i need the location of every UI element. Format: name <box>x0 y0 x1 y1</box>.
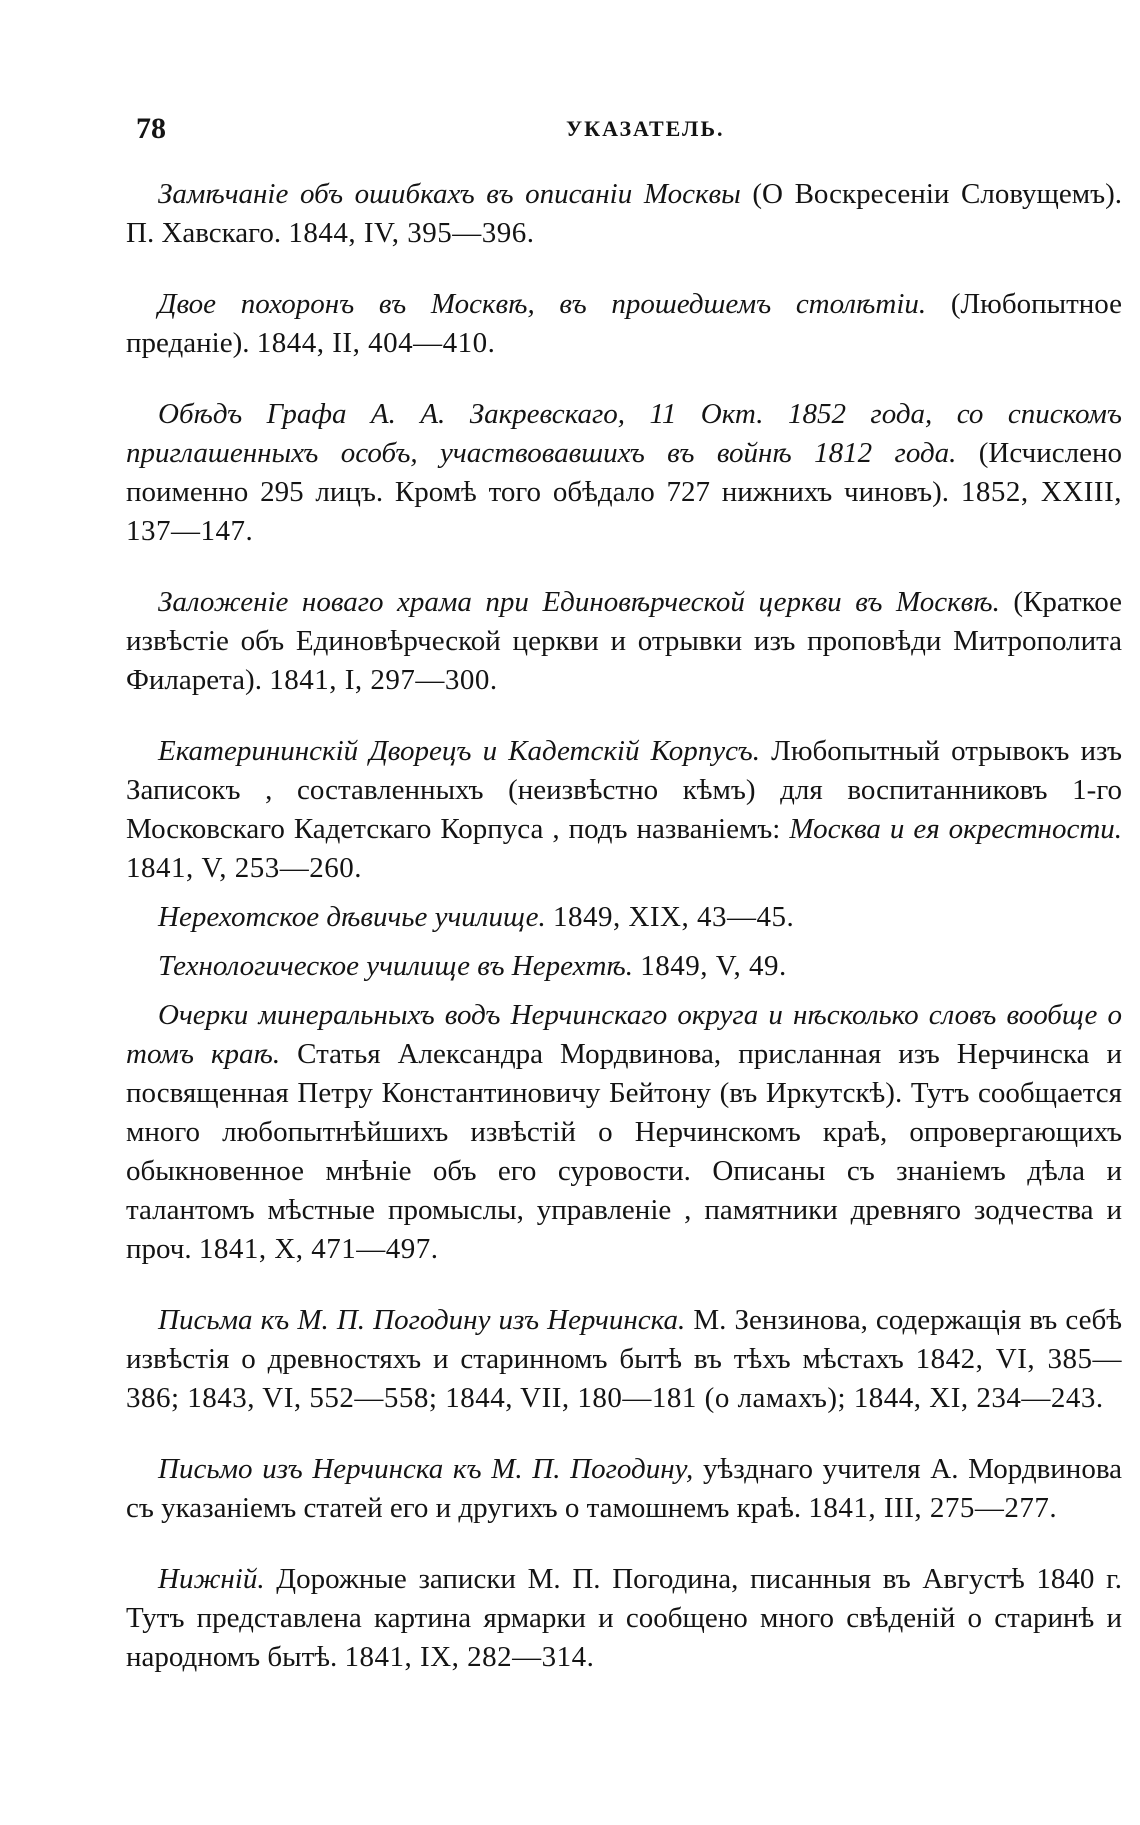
entry-text: М. Зензинова, содержащія въ себѣ извѣстія о древностяхъ и старинномъ бытѣ въ тѣхъ мѣстахъ <box>126 1304 1122 1375</box>
entry-reference: 1844, II, 404—410. <box>256 327 496 359</box>
entry-reference: 1841, X, 471—497. <box>198 1233 439 1265</box>
entry-reference: 1841, IX, 282—314. <box>344 1641 595 1673</box>
index-entry <box>126 1301 1122 1418</box>
entry-reference: 1849, V, 49. <box>640 950 787 982</box>
entry-text: (О Воскресеніи Словущемъ). П. Хавскаго. <box>126 178 1122 249</box>
entry-reference: 1842, VI, 385—386; 1843, VI, 552—558; 1844, VII, 180—181 (о ламахъ); 1844, XI, 234—243. <box>126 1343 1122 1414</box>
index-entries <box>126 175 1122 1709</box>
index-entry <box>126 583 1122 700</box>
entry-title: Очерки минеральныхъ водъ Нерчинскаго округа и нѣсколько словъ вообще о томъ краѣ. <box>126 999 1122 1070</box>
entry-title: Письмо изъ Нерчинска къ М. П. Погодину, <box>158 1453 694 1485</box>
entry-text: Дорожные записки М. П. Погодина, писанныя въ Августѣ 1840 г. Тутъ представлена картина ярмарки и сообщено много свѣденій о старинѣ и народномъ бытѣ. <box>126 1563 1122 1673</box>
page-header <box>136 112 1036 152</box>
entry-title: Нерехотское дѣвичье училище. <box>158 901 546 933</box>
index-entry <box>126 898 1122 937</box>
index-entry <box>126 395 1122 551</box>
entry-title: Заложеніе новаго храма при Единовѣрческой церкви въ Москвѣ. <box>158 586 1000 618</box>
entry-reference: 1841, I, 297—300. <box>269 664 498 696</box>
index-entry <box>126 732 1122 888</box>
entry-text: уѣзднаго учителя А. Мордвинова съ указаніемъ статей его и другихъ о тамошнемъ краѣ. <box>126 1453 1122 1524</box>
entry-text: Любопытный отрывокъ изъ Записокъ , составленныхъ (неизвѣстно кѣмъ) для воспитанниковъ 1-го Московскаго Кадетскаго Корпуса , подъ названіемъ: <box>126 735 1122 845</box>
entry-text: (Исчислено поименно 295 лицъ. Кромѣ того обѣдало 727 нижнихъ чиновъ). <box>126 437 1123 508</box>
index-entry <box>126 947 1122 986</box>
entry-text <box>546 901 553 933</box>
index-entry <box>126 996 1122 1269</box>
entry-reference: 1841, III, 275—277. <box>808 1492 1058 1524</box>
entry-title: Замѣчаніе объ ошибкахъ въ описаніи Москвы <box>158 178 741 210</box>
entry-title: Двое похоронъ въ Москвѣ, въ прошедшемъ столѣтіи. <box>158 288 927 320</box>
entry-title: Письма къ М. П. Погодину изъ Нерчинска. <box>158 1304 686 1336</box>
entry-title: Нижній. <box>158 1563 265 1595</box>
entry-reference: 1849, XIX, 43—45. <box>552 901 795 933</box>
index-entry <box>126 285 1122 363</box>
entry-title: Екатерининскій Дворецъ и Кадетскій Корпусъ. <box>158 735 760 767</box>
index-entry <box>126 1450 1122 1528</box>
running-head: УКАЗАТЕЛЬ. <box>566 116 725 141</box>
index-entry <box>126 1560 1122 1677</box>
entry-text: (Краткое извѣстіе объ Единовѣрческой церкви и отрывки изъ проповѣди Митрополита Филарета). <box>126 586 1122 696</box>
index-entry <box>126 175 1122 253</box>
entry-text: Статья Александра Мордвинова, присланная изъ Нерчинска и посвященная Петру Константиновичу Бейтону (въ Иркутскѣ). Тутъ сообщается много любопытнѣйшихъ извѣстій о Нерчинскомъ краѣ, опровергающихъ обыкновенное мнѣніе объ его суровости. Описаны съ знаніемъ дѣла и талантомъ мѣстные промыслы, управленіе , памятники древняго зодчества и проч. <box>126 1038 1122 1265</box>
entry-reference: 1852, XXIII, 137—147. <box>126 476 1122 547</box>
entry-reference: 1844, IV, 395—396. <box>288 217 535 249</box>
entry-reference: 1841, V, 253—260. <box>126 852 362 884</box>
entry-text: (Любопытное преданіе). <box>126 288 1123 359</box>
entry-title: Обѣдъ Графа А. А. Закревскаго, 11 Окт. 1852 года, со спискомъ приглашенныхъ особъ, участвовавшихъ въ войнѣ 1812 года. <box>126 398 1122 469</box>
entry-subtitle: Москва и ея окрестности. <box>789 813 1123 845</box>
page-number: 78 <box>136 112 166 145</box>
entry-title: Технологическое училище въ Нерехтѣ. <box>158 950 634 982</box>
